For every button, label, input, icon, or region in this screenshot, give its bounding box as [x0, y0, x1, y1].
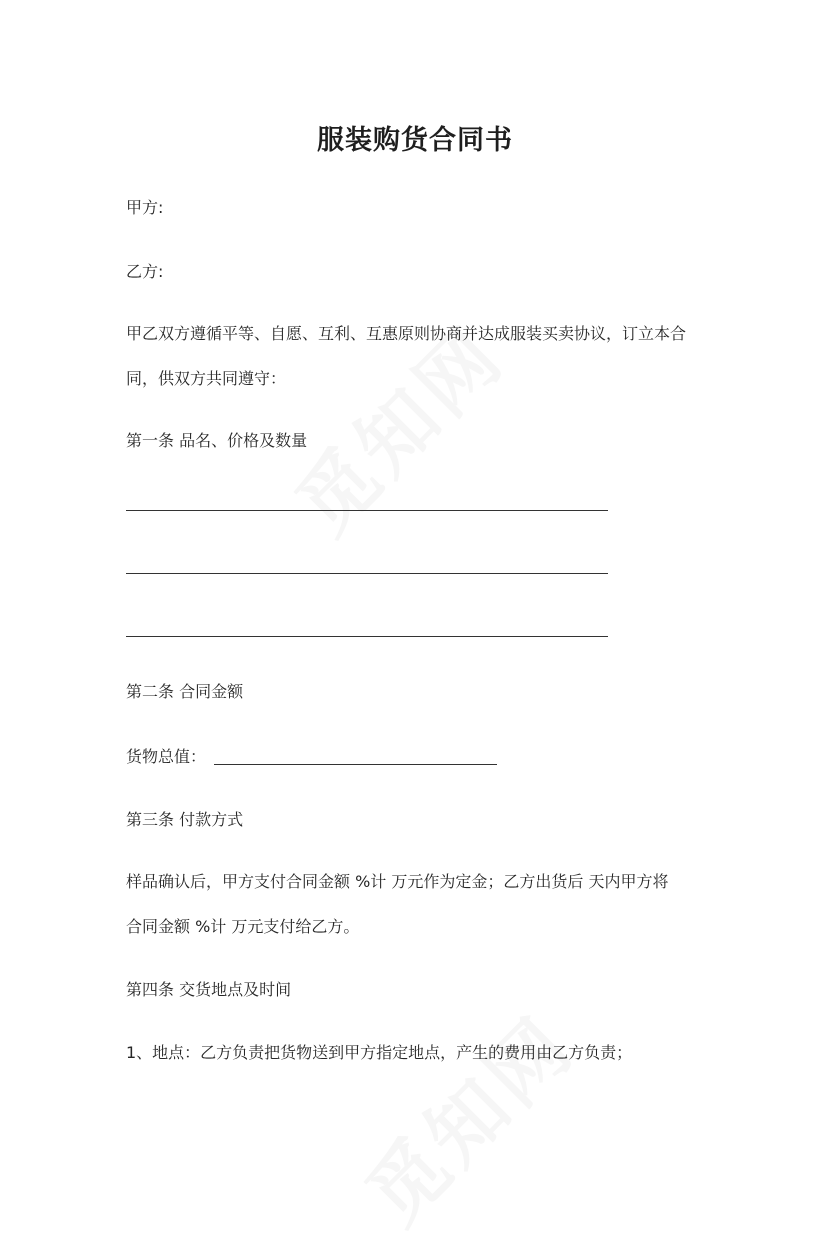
- document-title: 服装购货合同书: [317, 125, 513, 156]
- payment-paragraph-line2: 合同金额 %计 万元支付给乙方。: [126, 917, 360, 936]
- payment-paragraph-line1: 样品确认后，甲方支付合同金额 %计 万元作为定金；乙方出货后 天内甲方将: [126, 872, 669, 891]
- article-1-heading: 第一条 品名、价格及数量: [126, 431, 308, 450]
- delivery-item-1: 1、地点：乙方负责把货物送到甲方指定地点，产生的费用由乙方负责；: [126, 1043, 633, 1062]
- watermark-bottom: [337, 987, 594, 1244]
- blank-fill-line-3: [126, 636, 608, 637]
- party-a-label: 甲方:: [126, 198, 164, 217]
- article-3-heading: 第三条 付款方式: [126, 810, 244, 829]
- article-2-heading: 第二条 合同金额: [126, 682, 244, 701]
- article-4-heading: 第四条 交货地点及时间: [126, 980, 292, 999]
- blank-fill-line-1: [126, 510, 608, 511]
- total-value-fill-line: [214, 764, 497, 765]
- total-value-label: 货物总值：: [126, 747, 207, 766]
- intro-paragraph-line1: 甲乙双方遵循平等、自愿、互利、互惠原则协商并达成服装买卖协议，订立本合: [126, 324, 687, 343]
- party-b-label: 乙方:: [126, 262, 164, 281]
- blank-fill-line-2: [126, 573, 608, 574]
- intro-paragraph-line2: 同，供双方共同遵守：: [126, 369, 287, 388]
